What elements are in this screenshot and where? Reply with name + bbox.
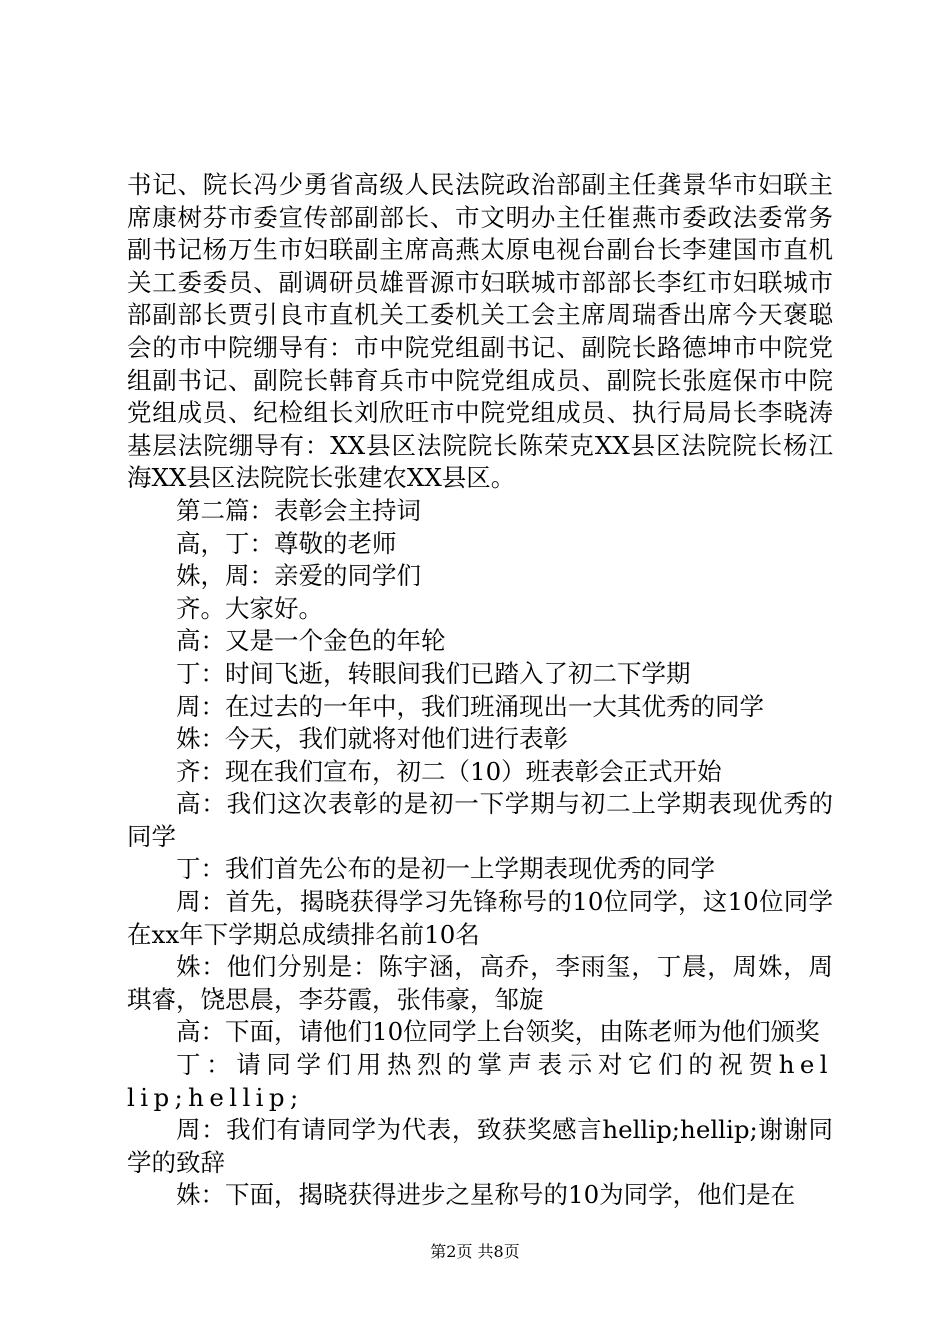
paragraph-9: 姝：今天，我们就将对他们进行表彰 <box>176 724 568 754</box>
paragraph-16: 丁：请同学们用热烈的掌声表示对它们的祝贺hellip;hellip; <box>127 1050 833 1112</box>
paragraph-4: 姝，周：亲爱的同学们 <box>176 561 421 591</box>
paragraph-11: 高：我们这次表彰的是初一下学期与初二上学期表现优秀的同学 <box>127 789 833 851</box>
paragraph-8: 周：在过去的一年中，我们班涌现出一大其优秀的同学 <box>176 691 764 721</box>
paragraph-10: 齐：现在我们宣布，初二（10）班表彰会正式开始 <box>176 756 722 786</box>
paragraph-15: 高：下面，请他们10位同学上台领奖，由陈老师为他们颁奖 <box>176 1017 820 1047</box>
paragraph-3: 高，丁：尊敬的老师 <box>176 528 397 558</box>
page-number-footer: 第2页 共8页 <box>430 1242 520 1261</box>
paragraph-13: 周：首先，揭晓获得学习先锋称号的10位同学，这10位同学在xx年下学期总成绩排名前10名 <box>127 887 833 949</box>
paragraph-14: 姝：他们分别是：陈宇涵，高乔，李雨玺，丁晨，周姝，周琪睿，饶思晨，李芬霞，张伟豪，邹旋 <box>127 952 833 1014</box>
paragraph-7: 丁：时间飞逝，转眼间我们已踏入了初二下学期 <box>176 658 691 688</box>
paragraph-12: 丁：我们首先公布的是初一上学期表现优秀的同学 <box>176 854 715 884</box>
paragraph-6: 高：又是一个金色的年轮 <box>176 626 446 656</box>
paragraph-2: 第二篇：表彰会主持词 <box>176 495 421 525</box>
paragraph-5: 齐。大家好。 <box>176 593 323 623</box>
paragraph-18: 姝：下面，揭晓获得进步之星称号的10为同学，他们是在 <box>176 1180 796 1210</box>
document-body <box>127 169 833 1212</box>
paragraph-1: 书记、院长冯少勇省高级人民法院政治部副主任龚景华市妇联主席康树芬市委宣传部副部长、市文明办主任崔燕市委政法委常务副书记杨万生市妇联副主席高燕太原电视台副台长李建国市直机关工委委员、副调研员雄晋源市妇联城市部部长李红市妇联城市部副部长贾引良市直机关工委机关工会主席周瑞香出席今天褒聪会的市中院绷导有：市中院党组副书记、副院长路德坤市中院党组副书记、副院长韩育兵市中院党组成员、副院长张庭保市中院党组成员、纪检组长刘欣旺市中院党组成员、执行局局长李晓涛基层法院绷导有：XX县区法院院长陈荣克XX县区法院院长杨江海XX县区法院院长张建农XX县区。 <box>127 170 833 493</box>
paragraph-17: 周：我们有请同学为代表，致获奖感言hellip;hellip;谢谢同学的致辞 <box>127 1115 833 1177</box>
